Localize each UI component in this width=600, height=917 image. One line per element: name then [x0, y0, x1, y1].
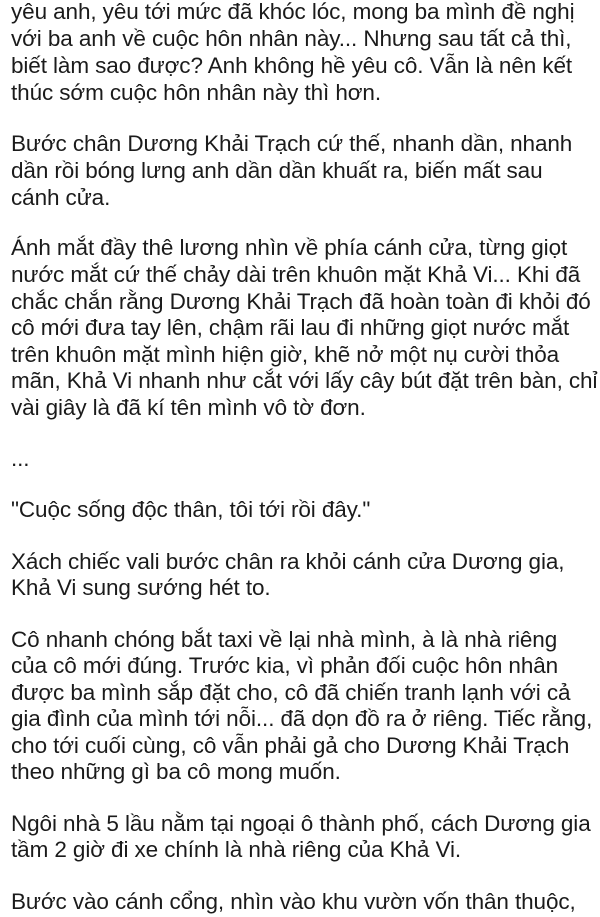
text-line: Ngôi nhà 5 lầu nằm tại ngoại ô thành phố, cách Dương gia	[11, 811, 591, 836]
text-line: Khả Vi sung sướng hét to.	[11, 575, 271, 600]
text-line: "Cuộc sống độc thân, tôi tới rồi đây."	[11, 497, 371, 522]
text-line: nước mắt cứ thế chảy dài trên khuôn mặt Khả Vi... Khi đã	[11, 262, 581, 287]
text-line: Xách chiếc vali bước chân ra khỏi cánh cửa Dương gia,	[11, 549, 565, 574]
text-line: Bước chân Dương Khải Trạch cứ thế, nhanh dần, nhanh	[11, 131, 573, 156]
text-line: Bước vào cánh cổng, nhìn vào khu vườn vốn thân thuộc,	[11, 889, 576, 914]
text-line: cô mới đưa tay lên, chậm rãi lau đi những giọt nước mắt	[11, 315, 570, 340]
text-line: Cô nhanh chóng bắt taxi về lại nhà mình, à là nhà riêng	[11, 627, 558, 652]
text-line: được ba mình sắp đặt cho, cô đã chiến tranh lạnh với cả	[11, 680, 571, 705]
text-line: biết làm sao được? Anh không hề yêu cô. Vẫn là nên kết	[11, 53, 573, 78]
text-line: cánh cửa.	[11, 185, 111, 210]
text-line: theo những gì ba cô mong muốn.	[11, 759, 341, 784]
text-line: Ánh mắt đầy thê lương nhìn về phía cánh cửa, từng giọt	[11, 235, 568, 260]
text-line: vài giây là đã kí tên mình vô tờ đơn.	[11, 395, 366, 420]
text-line: gia đình của mình tới nỗi... đã dọn đồ ra ở riêng. Tiếc rằng,	[11, 706, 593, 731]
text-line: cho tới cuối cùng, cô vẫn phải gả cho Dương Khải Trạch	[11, 733, 570, 758]
text-line: thúc sớm cuộc hôn nhân này thì hơn.	[11, 80, 381, 105]
text-line: yêu anh, yêu tới mức đã khóc lóc, mong ba mình đề nghị	[11, 0, 575, 24]
text-line: với ba anh về cuộc hôn nhân này... Nhưng sau tất cả thì,	[11, 26, 572, 51]
text-line: của cô mới đúng. Trước kia, vì phản đối cuộc hôn nhân	[11, 653, 559, 678]
text-line: mãn, Khả Vi nhanh như cắt với lấy cây bút đặt trên bàn, chỉ	[11, 368, 598, 393]
text-line: chắc chắn rằng Dương Khải Trạch đã hoàn toàn đi khỏi đó	[11, 289, 591, 314]
text-line: dần rồi bóng lưng anh dần dần khuất ra, biến mất sau	[11, 158, 543, 183]
text-line: trên khuôn mặt mình hiện giờ, khẽ nở một nụ cười thỏa	[11, 342, 560, 367]
text-line: ...	[11, 446, 30, 471]
text-line: tầm 2 giờ đi xe chính là nhà riêng của Khả Vi.	[11, 837, 462, 862]
